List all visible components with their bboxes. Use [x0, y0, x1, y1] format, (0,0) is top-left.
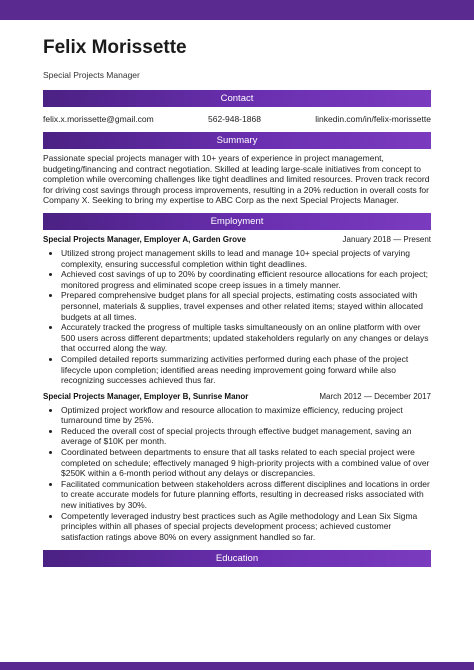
job-entry — [43, 234, 431, 386]
phone-number[interactable]: 562-948-1868 — [207, 114, 261, 124]
job-title: Special Projects Manager, Employer A, Garden Grove — [43, 234, 246, 244]
candidate-title: Special Projects Manager — [43, 70, 140, 80]
resume-page — [43, 36, 431, 567]
job-bullet: • Facilitated communication between stakeholders across different disciplines and locations in order to create accurate models for future planning efforts, resulting in decreased risks associated with new initiatives by 30%. — [61, 479, 431, 511]
contact-row — [43, 114, 431, 125]
job-header — [43, 234, 431, 245]
top-accent-bar — [0, 0, 474, 20]
bottom-accent-bar — [0, 662, 474, 670]
education-heading: Education — [43, 550, 431, 567]
job-bullet: • Optimized project workflow and resource allocation to maximize efficiency, reducing project turnaround time by 25%. — [61, 405, 431, 426]
job-header — [43, 391, 431, 402]
summary-text: Passionate special projects manager with 10+ years of experience in project management, budgeting/financing and contract negotiation. Skilled at leading large-scale initiatives from concept to completion while overcoming challenges like tight deadlines and limited resources. Proven track record for driving cost savings through process improvements, resulting in a 20% reduction in overall costs for Company X. Seeking to bring my expertise to ABC Corp as the next Special Projects Manager. — [43, 153, 430, 206]
job-bullet: • Coordinated between departments to ensure that all tasks related to each special project were completed on schedule; effectively managed 9 high-priority projects with a combined value of over $250K within a 6-month period without any delays or discrepancies. — [61, 447, 431, 479]
job-bullet: • Utilized strong project management skills to lead and manage 10+ special projects of varying complexity, ensuring successful completion within tight deadlines. — [61, 248, 431, 269]
job-bullet: • Competently leveraged industry best practices such as Agile methodology and Lean Six Sigma principles within all phases of special projects development process; achieved customer satisfaction ratings above 80% on every assignment handled so far. — [61, 511, 431, 543]
job-bullet: • Compiled detailed reports summarizing activities performed during each phase of the project lifecycle upon completion; identified areas needing improvement going forward while also recognizing successes achieved thus far. — [61, 354, 431, 386]
job-bullet: • Reduced the overall cost of special projects through effective budget management, saving an average of $10K per month. — [61, 426, 431, 447]
email-link[interactable]: felix.x.morissette@gmail.com — [43, 114, 154, 124]
employment-heading: Employment — [43, 213, 431, 230]
linkedin-link[interactable]: linkedin.com/in/felix-morissette — [315, 114, 431, 124]
job-dates: March 2012 — December 2017 — [319, 391, 431, 401]
job-bullets — [43, 405, 431, 543]
candidate-name: Felix Morissette — [43, 37, 187, 58]
contact-heading: Contact — [43, 90, 431, 107]
job-bullets — [43, 248, 431, 386]
job-bullet: • Prepared comprehensive budget plans for all special projects, estimating costs associated with personnel, materials & supplies, travel expenses and other related items; stayed within allocated budgets at all times. — [61, 290, 431, 322]
job-title: Special Projects Manager, Employer B, Sunrise Manor — [43, 391, 249, 401]
job-dates: January 2018 — Present — [342, 234, 431, 244]
job-bullet: • Achieved cost savings of up to 20% by coordinating efficient resource allocations for each project; monitored progress and eliminated scope creep issues in a timely manner. — [61, 269, 431, 290]
job-bullet: • Accurately tracked the progress of multiple tasks simultaneously on an online platform with over 500 users across different departments; updated stakeholders regularly on any changes or delays that occurred along the way. — [61, 322, 431, 354]
job-entry — [43, 391, 431, 543]
summary-heading: Summary — [43, 132, 431, 149]
